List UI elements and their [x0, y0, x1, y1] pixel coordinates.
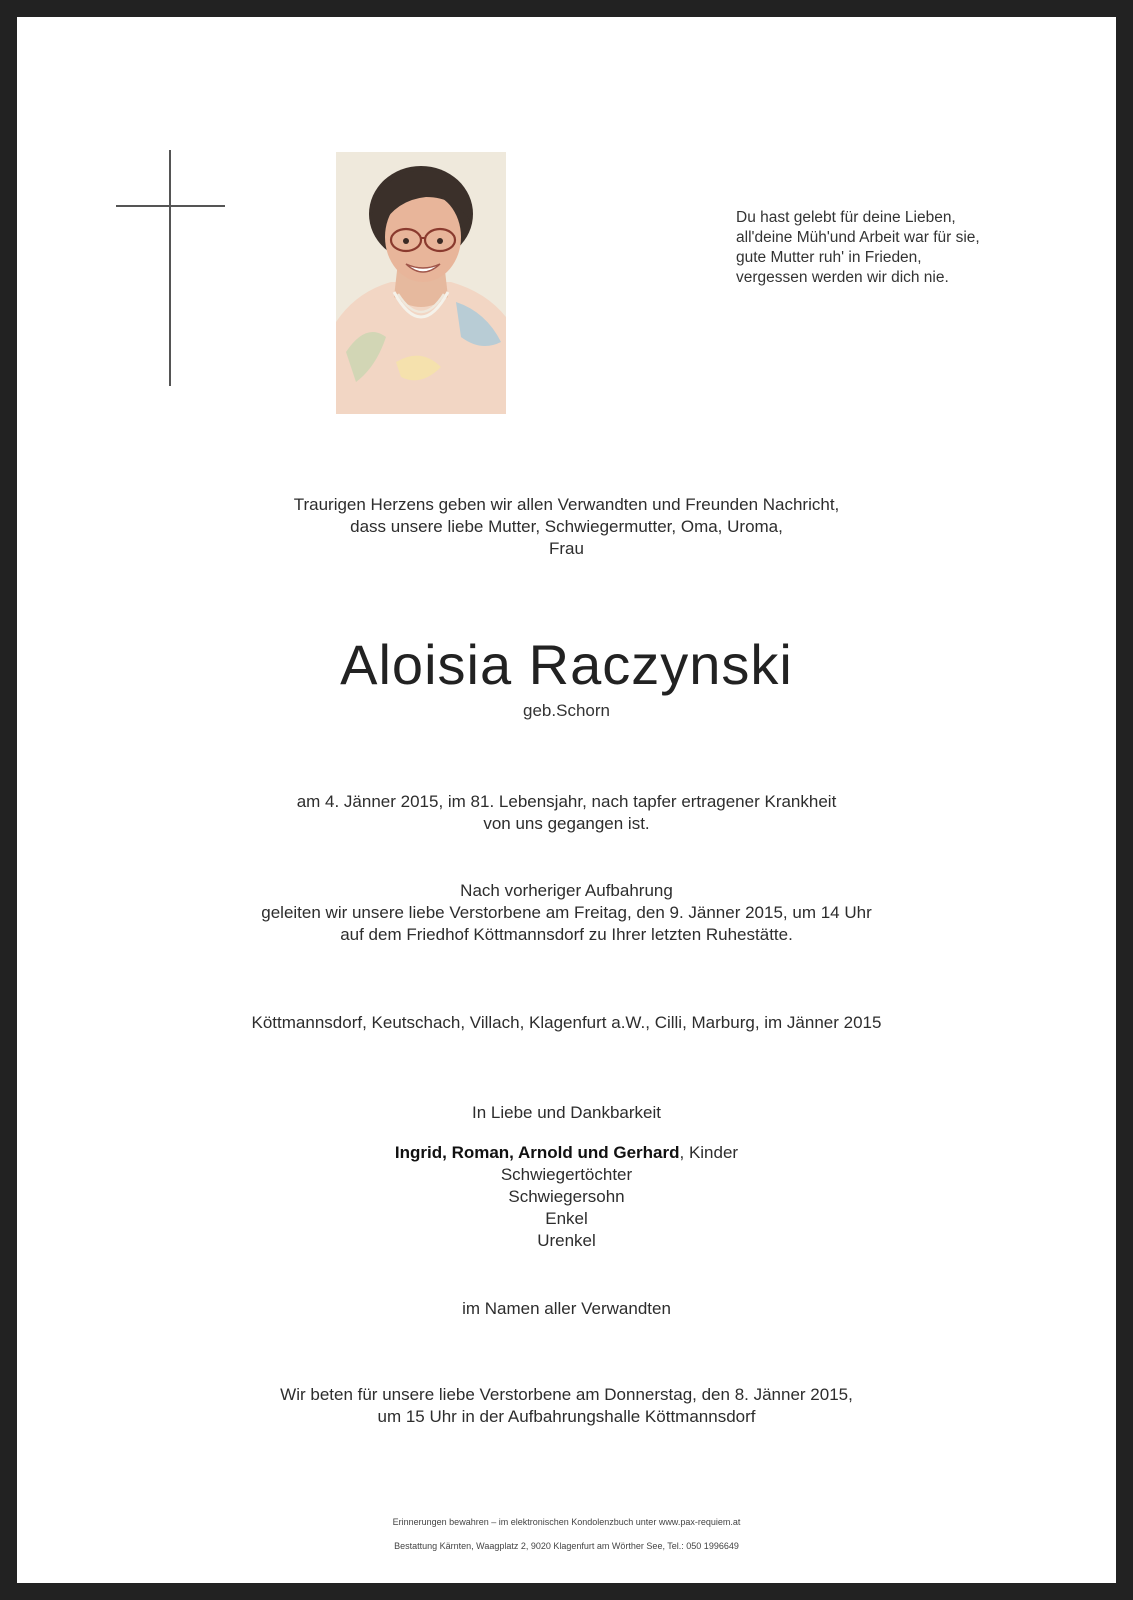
gratitude [17, 1102, 1116, 1124]
intro-line: dass unsere liebe Mutter, Schwiegermutter, Oma, Uroma, [350, 517, 783, 536]
intro-line: Frau [549, 539, 584, 558]
prayer-line: Wir beten für unsere liebe Verstorbene am Donnerstag, den 8. Jänner 2015, [280, 1385, 853, 1404]
footer-address: Bestattung Kärnten, Waagplatz 2, 9020 Klagenfurt am Wörther See, Tel.: 050 1996649 [394, 1541, 739, 1551]
on-behalf-line: im Namen aller Verwandten [462, 1299, 671, 1318]
children-names: Ingrid, Roman, Arnold und Gerhard [394, 1143, 680, 1162]
passing-line: am 4. Jänner 2015, im 81. Lebensjahr, nach tapfer ertragener Krankheit [296, 792, 837, 811]
footer-condolence: Erinnerungen bewahren – im elektronischen Kondolenzbuch unter www.pax-requiem.at [392, 1517, 741, 1527]
portrait-photo [336, 152, 506, 414]
poem-line: Du hast gelebt für deine Lieben, [736, 209, 956, 226]
cross-icon-vertical [169, 150, 171, 386]
intro-line: Traurigen Herzens geben wir allen Verwandten und Freunden Nachricht, [293, 495, 840, 514]
passing-line: von uns gegangen ist. [483, 814, 650, 833]
funeral-line: geleiten wir unsere liebe Verstorbene am Freitag, den 9. Jänner 2015, um 14 Uhr [261, 903, 872, 922]
cross-icon-horizontal [116, 205, 225, 207]
poem-line: all'deine Müh'und Arbeit war für sie, [736, 229, 980, 246]
mourner-line: Schwiegertöchter [500, 1165, 633, 1184]
intro-text [17, 494, 1116, 560]
poem-verse [736, 208, 1056, 288]
mourner-line: Schwiegersohn [508, 1187, 625, 1206]
mourners-list [17, 1142, 1116, 1252]
maiden-name: geb.Schorn [523, 701, 610, 720]
passing-text [17, 791, 1116, 835]
places-date-line: Köttmannsdorf, Keutschach, Villach, Klagenfurt a.W., Cilli, Marburg, im Jänner 2015 [251, 1013, 882, 1032]
funeral-text [17, 880, 1116, 946]
children-line [17, 1142, 1116, 1164]
poem-line: gute Mutter ruh' in Frieden, [736, 249, 922, 266]
children-suffix: , Kinder [679, 1143, 739, 1162]
mourner-line: Urenkel [537, 1231, 596, 1250]
deceased-name: Aloisia Raczynski [340, 633, 793, 696]
prayer-line: um 15 Uhr in der Aufbahrungshalle Köttmannsdorf [377, 1407, 756, 1426]
funeral-line: auf dem Friedhof Köttmannsdorf zu Ihrer letzten Ruhestätte. [340, 925, 793, 944]
on-behalf [17, 1298, 1116, 1320]
prayer-text [17, 1384, 1116, 1428]
places-date [17, 1012, 1116, 1034]
gratitude-line: In Liebe und Dankbarkeit [471, 1103, 662, 1122]
mourner-line: Enkel [545, 1209, 588, 1228]
poem-line: vergessen werden wir dich nie. [736, 269, 949, 286]
funeral-line: Nach vorheriger Aufbahrung [460, 881, 673, 900]
